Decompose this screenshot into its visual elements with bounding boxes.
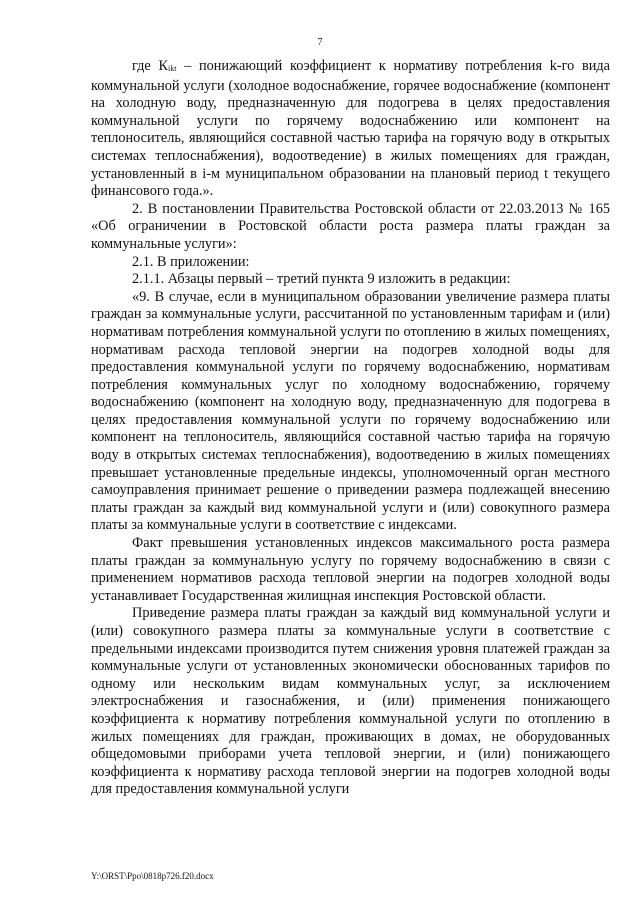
paragraph-amend-clause: 2.1.1. Абзацы первый – третий пункта 9 изложить в редакции: [132,271,511,288]
formula-rest: – понижающий коэффициент к нормативу потребления k-го вида коммунальной услуги (холодное водоснабжение, горячее водоснабжение (компонент на холодную воду, предназначенную для подогрева в целях предоставления коммунальной услуги по горячему водоснабжению или компонент на теплоноситель, являющийся составной частью тарифа на горячую воду в открытых системах теплоснабжения), водоотведение) в жилых помещениях для граждан, установленный в i-м муниципальном образовании на плановый период t текущего финансового года.». [91,58,610,200]
page-number: 7 [317,37,323,48]
paragraph-appendix: 2.1. В приложении: [132,253,250,270]
document-body [91,58,610,799]
paragraph-resolution-ref: 2. В постановлении Правительства Ростовской области от 22.03.2013 № 165 «Об ограничении в Ростовской области роста размера платы граждан за коммунальные услуги»: [91,200,610,252]
footer-file-path: Y:\ORST\Ppo\0818p726.f20.docx [91,871,214,881]
paragraph-excess-fact: Факт превышения установленных индексов максимального роста размера платы граждан за коммунальную услугу по горячему водоснабжению в связи с применением нормативов расхода тепловой энергии на подогрев холодной воды устанавливает Государственная жилищная инспекция Ростовской области. [91,535,610,604]
paragraph-clause-9: «9. В случае, если в муниципальном образовании увеличение размера платы граждан за коммунальные услуги, рассчитанной по установленным тарифам и (или) нормативам потребления коммунальной услуги по отоплению в жилых помещениях, нормативам расхода тепловой энергии на подогрев холодной воды для предоставления коммунальной услуги по горячему водоснабжению, нормативам потребления коммунальных услуг по холодному водоснабжению, горячему водоснабжению (компонент на холодную воду, предназначенную для подогрева в целях предоставления коммунальной услуги по горячему водоснабжению или компонент на теплоноситель, являющийся составной частью тарифа на горячую воду в открытых системах теплоснабжения), водоотведению в жилых помещениях превышает установленные предельные индексы, уполномоченный орган местного самоуправления принимает решение о приведении размера подлежащей внесению платы граждан за каждый вид коммунальной услуги и (или) совокупного размера платы за коммунальные услуги в соответствие с индексами. [91,288,610,534]
formula-lead: где К [132,58,168,74]
paragraph-payment-adjustment: Приведение размера платы граждан за каждый вид коммунальной услуги и (или) совокупного размера платы за коммунальные услуги в соответствие с предельными индексами производится путем снижения уровня платежей граждан за коммунальные услуги от установленных экономически обоснованных тарифов по одному или нескольким видам коммунальных услуг, за исключением электроснабжения и газоснабжения, и (или) применения понижающего коэффициента к нормативу потребления коммунальной услуги по отоплению в жилых помещениях для граждан, проживающих в домах, не оборудованных общедомовыми приборами учета тепловой энергии, и (или) понижающего коэффициента к нормативу расхода тепловой энергии на подогрев холодной воды для предоставления коммунальной услуги [91,605,610,798]
formula-subscript: ikt [168,64,177,73]
formula-explanation [91,58,610,201]
